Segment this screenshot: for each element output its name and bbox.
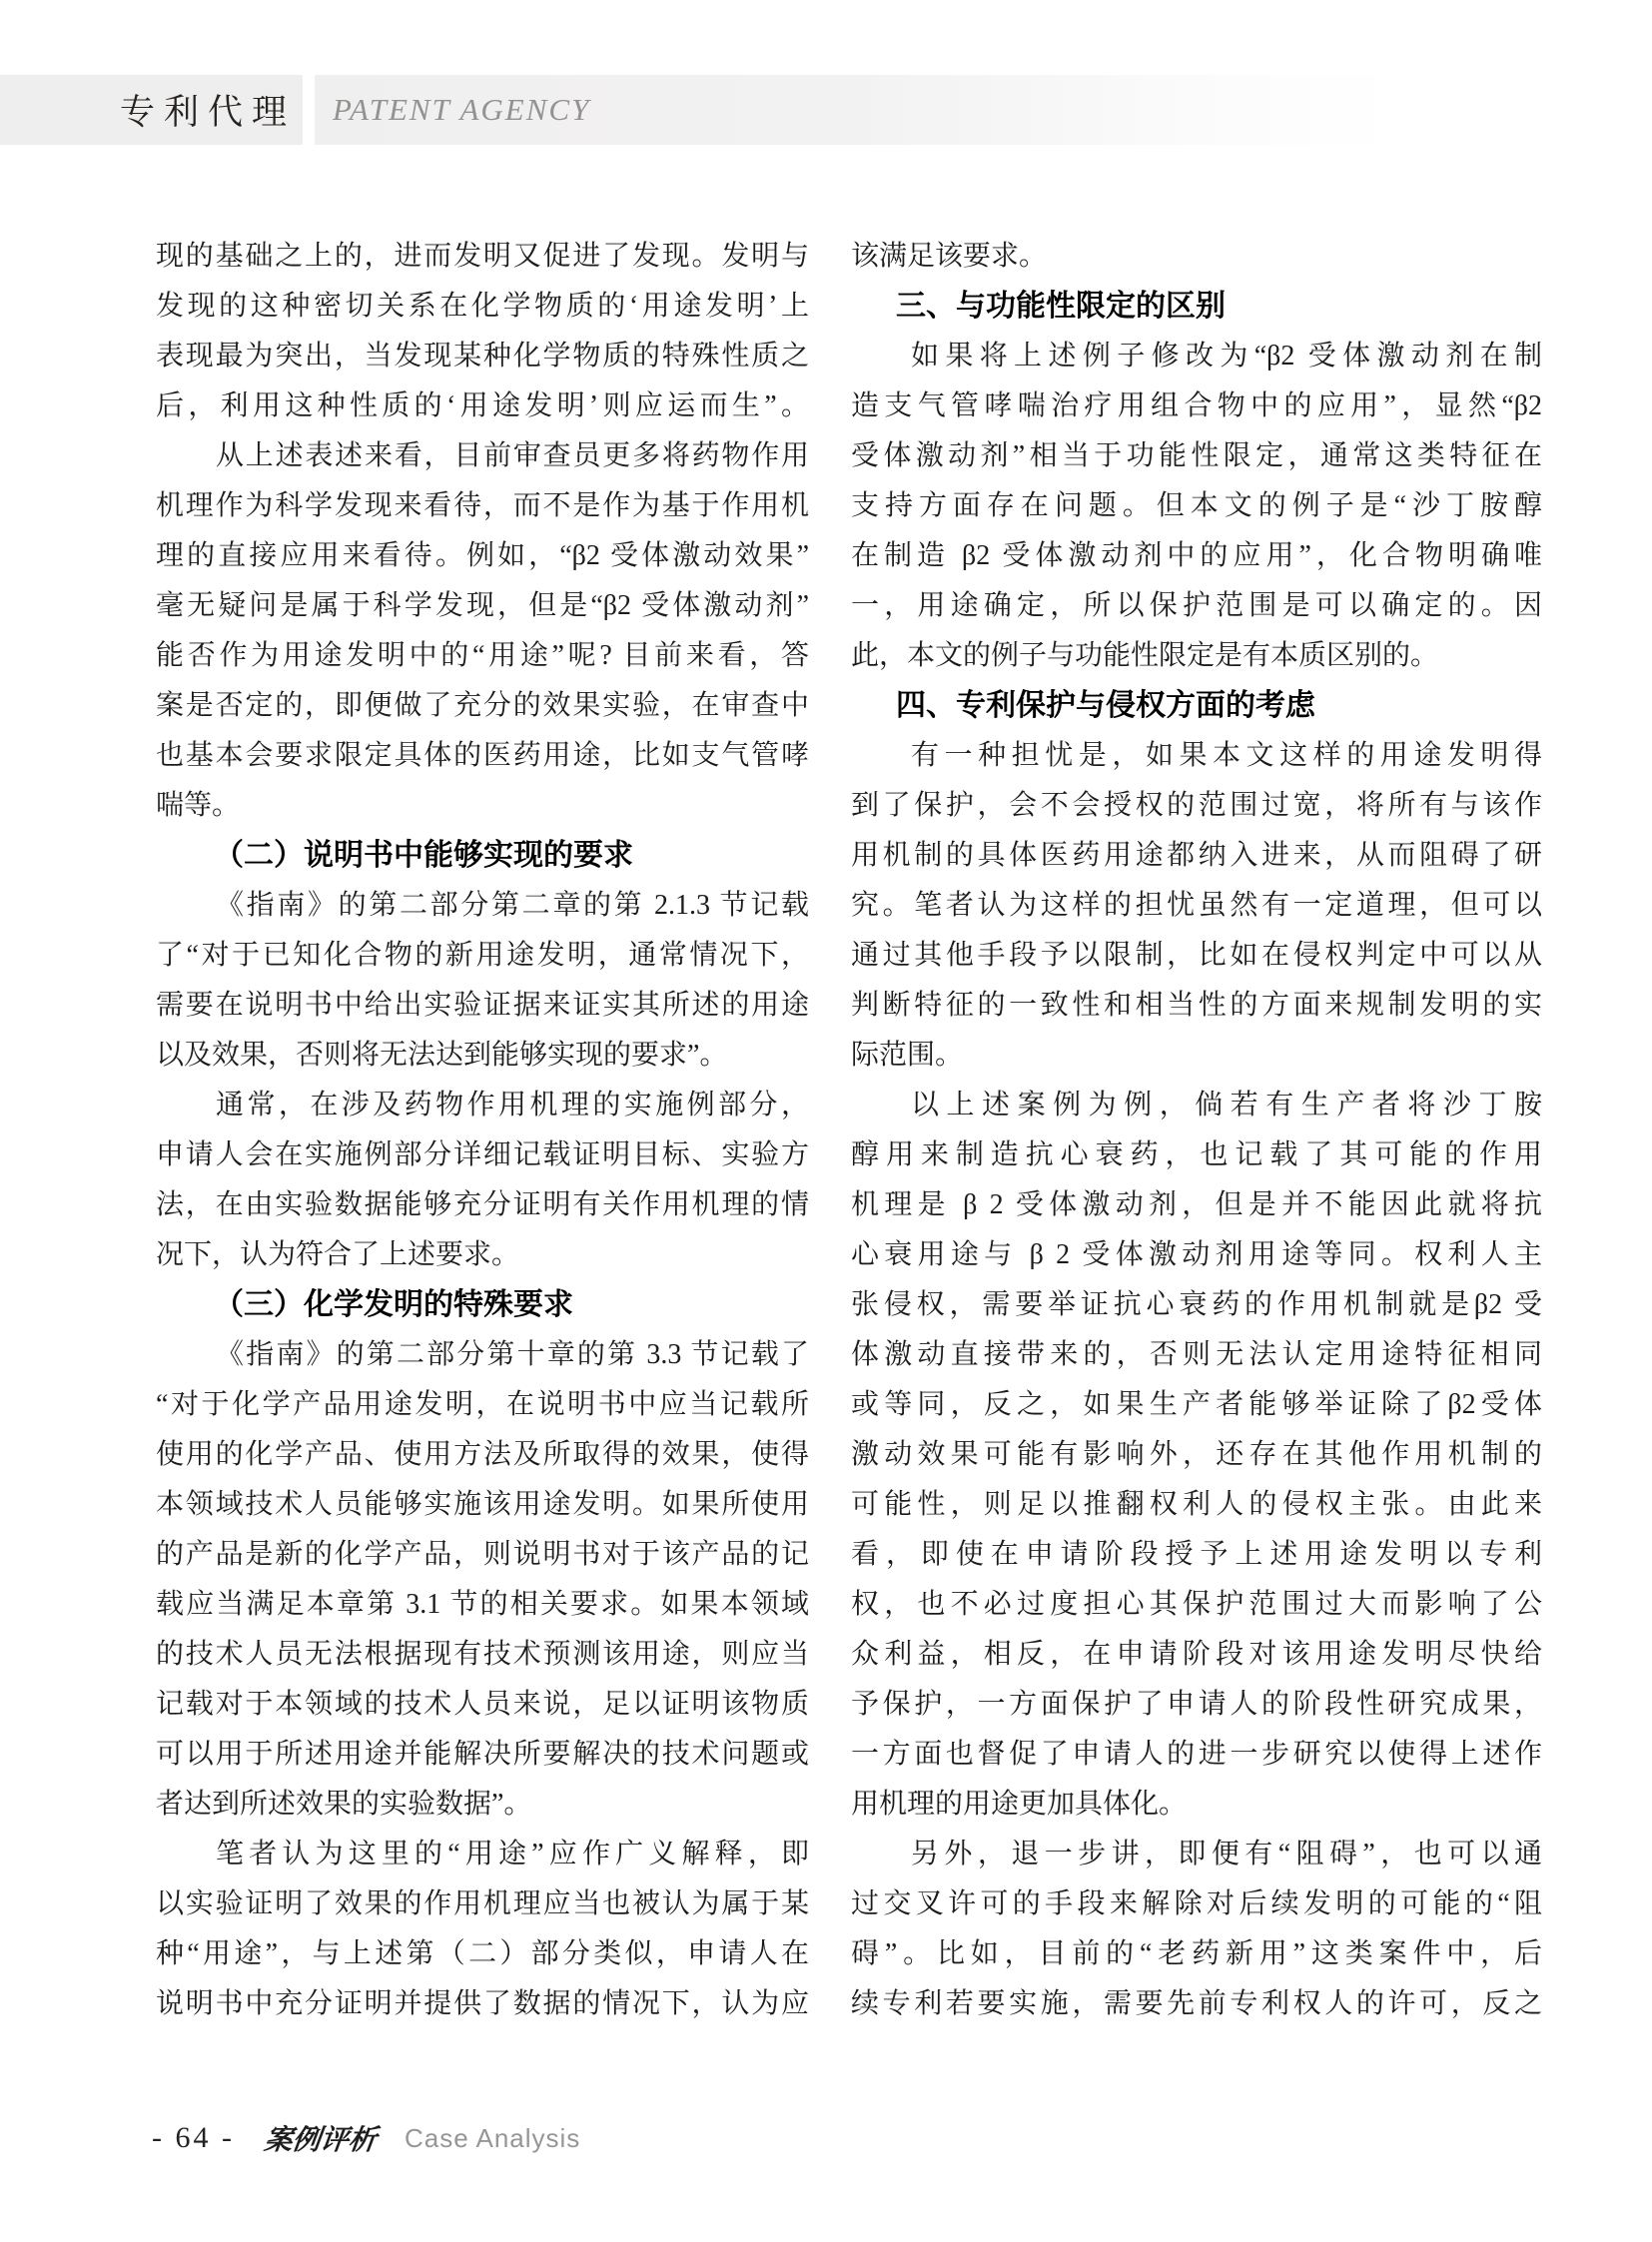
text-line: 以实验证明了效果的作用机理应当也被认为属于某 xyxy=(156,1888,809,1919)
text-line: 在制造 β2 受体激动剂中的应用”，化合物明确唯 xyxy=(851,540,1542,571)
text-line: 本领域技术人员能够实施该用途发明。如果所使用 xyxy=(156,1489,809,1520)
text-line: 判断特征的一致性和相当性的方面来规制发明的实 xyxy=(851,990,1542,1021)
text-line: 毫无疑问是属于科学发现，但是“β2 受体激动剂” xyxy=(156,590,809,621)
text-line: 喘等。 xyxy=(156,790,241,821)
text-line: 可以用于所述用途并能解决所要解决的技术问题或 xyxy=(156,1739,809,1770)
text-line: 用机理的用途更加具体化。 xyxy=(851,1789,1188,1820)
text-line: 后，利用这种性质的‘用途发明’则应运而生”。 xyxy=(156,390,809,421)
text-line: 况下，认为符合了上述要求。 xyxy=(156,1239,520,1270)
text-line: 表现最为突出，当发现某种化学物质的特殊性质之 xyxy=(156,341,809,372)
text-line: 《指南》的第二部分第十章的第 3.3 节记载了 xyxy=(216,1339,809,1370)
text-line: 支持方面存在问题。但本文的例子是“沙丁胺醇 xyxy=(851,490,1542,521)
text-line: 权，也不必过度担心其保护范围过大而影响了公 xyxy=(851,1589,1542,1620)
text-line: 机理是 β 2 受体激动剂，但是并不能因此就将抗 xyxy=(851,1189,1542,1220)
page-number: - 64 - xyxy=(152,2121,235,2154)
text-line: 过交叉许可的手段来解除对后续发明的可能的“阻 xyxy=(851,1888,1542,1919)
text-line: 理的直接应用来看待。例如，“β2 受体激动效果” xyxy=(156,540,809,571)
text-line: 该满足该要求。 xyxy=(851,241,1048,272)
journal-section-title-cn: 专利代理 xyxy=(119,93,296,132)
text-line: 众利益，相反，在申请阶段对该用途发明尽快给 xyxy=(851,1639,1542,1670)
text-line: 也基本会要求限定具体的医药用途，比如支气管哮 xyxy=(156,740,809,771)
text-line: 需要在说明书中给出实验证据来证实其所述的用途 xyxy=(156,990,809,1021)
text-line: 予保护，一方面保护了申请人的阶段性研究成果， xyxy=(851,1689,1542,1720)
text-line: 以上述案例为例，倘若有生产者将沙丁胺 xyxy=(911,1090,1542,1121)
text-line: 碍”。比如，目前的“老药新用”这类案件中，后 xyxy=(851,1938,1542,1969)
text-line: 机理作为科学发现来看待，而不是作为基于作用机 xyxy=(156,490,809,521)
text-line: 有一种担忧是，如果本文这样的用途发明得 xyxy=(911,740,1542,771)
text-line: 醇用来制造抗心衰药，也记载了其可能的作用 xyxy=(851,1139,1542,1170)
text-line: 发现的这种密切关系在化学物质的‘用途发明’上 xyxy=(156,291,809,322)
text-line: 一，用途确定，所以保护范围是可以确定的。因 xyxy=(851,590,1542,621)
text-line: 法，在由实验数据能够充分证明有关作用机理的情 xyxy=(156,1189,809,1220)
text-line: 以及效果，否则将无法达到能够实现的要求”。 xyxy=(156,1040,728,1071)
text-line: 此，本文的例子与功能性限定是有本质区别的。 xyxy=(851,640,1439,671)
section-heading: （二）说明书中能够实现的要求 xyxy=(214,839,633,872)
text-line: 一方面也督促了申请人的进一步研究以使得上述作 xyxy=(851,1739,1542,1770)
text-line: 如果将上述例子修改为“β2 受体激动剂在制 xyxy=(911,341,1542,372)
header-band-cn xyxy=(0,75,303,145)
text-line: 张侵权，需要举证抗心衰药的作用机制就是β2 受 xyxy=(851,1289,1542,1320)
text-line: 《指南》的第二部分第二章的第 2.1.3 节记载 xyxy=(216,890,809,921)
text-line: 通常，在涉及药物作用机理的实施例部分， xyxy=(216,1090,809,1121)
text-line: 体激动直接带来的，否则无法认定用途特征相同 xyxy=(851,1339,1542,1370)
text-line: 的技术人员无法根据现有技术预测该用途，则应当 xyxy=(156,1639,809,1670)
text-line: 案是否定的，即便做了充分的效果实验，在审查中 xyxy=(156,690,809,721)
text-line: 从上述表述来看，目前审查员更多将药物作用 xyxy=(216,440,809,471)
text-line: 或等同，反之，如果生产者能够举证除了β2受体 xyxy=(851,1389,1542,1420)
text-line: 现的基础之上的，进而发明又促进了发现。发明与 xyxy=(156,241,809,272)
text-line: 续专利若要实施，需要先前专利权人的许可，反之 xyxy=(851,1988,1542,2019)
text-line: 受体激动剂”相当于功能性限定，通常这类特征在 xyxy=(851,440,1542,471)
text-line: 使用的化学产品、使用方法及所取得的效果，使得 xyxy=(156,1439,809,1470)
text-line: 记载对于本领域的技术人员来说，足以证明该物质 xyxy=(156,1689,809,1720)
journal-section-title-en: PATENT AGENCY xyxy=(333,92,591,127)
footer-section-title-en: Case Analysis xyxy=(405,2122,581,2153)
text-line: 可能性，则足以推翻权利人的侵权主张。由此来 xyxy=(851,1489,1542,1520)
text-line: 申请人会在实施例部分详细记载证明目标、实验方 xyxy=(156,1139,809,1170)
text-line: 造支气管哮喘治疗用组合物中的应用”，显然“β2 xyxy=(851,390,1542,421)
text-line: 看，即使在申请阶段授予上述用途发明以专利 xyxy=(851,1539,1542,1570)
text-line: 另外，退一步讲，即便有“阻碍”，也可以通 xyxy=(911,1839,1542,1869)
text-line: 说明书中充分证明并提供了数据的情况下，认为应 xyxy=(156,1988,809,2019)
page-footer xyxy=(152,2115,580,2161)
section-heading: 三、与功能性限定的区别 xyxy=(896,290,1226,323)
text-line: 者达到所述效果的实验数据”。 xyxy=(156,1789,532,1820)
header-band-en xyxy=(315,75,1398,145)
text-line: 载应当满足本章第 3.1 节的相关要求。如果本领域 xyxy=(156,1589,809,1620)
text-line: 了“对于已知化合物的新用途发明，通常情况下， xyxy=(156,940,809,971)
text-line: 种“用途”，与上述第（二）部分类似，申请人在 xyxy=(156,1938,809,1969)
text-line: 通过其他手段予以限制，比如在侵权判定中可以从 xyxy=(851,940,1542,971)
text-line: 究。笔者认为这样的担忧虽然有一定道理，但可以 xyxy=(851,890,1542,921)
section-heading: （三）化学发明的特殊要求 xyxy=(214,1288,573,1321)
footer-section-title-cn: 案例评析 xyxy=(262,2125,379,2156)
text-line: 心衰用途与 β 2 受体激动剂用途等同。权利人主 xyxy=(851,1239,1542,1270)
text-line: 的产品是新的化学产品，则说明书对于该产品的记 xyxy=(156,1539,809,1570)
text-line: “对于化学产品用途发明，在说明书中应当记载所 xyxy=(156,1389,809,1420)
text-line: 笔者认为这里的“用途”应作广义解释，即 xyxy=(216,1839,809,1869)
text-line: 到了保护，会不会授权的范围过宽，将所有与该作 xyxy=(851,790,1542,821)
left-text-column xyxy=(156,232,809,2029)
section-heading: 四、专利保护与侵权方面的考虑 xyxy=(896,689,1315,722)
text-line: 际范围。 xyxy=(851,1040,964,1071)
right-text-column xyxy=(851,232,1542,2029)
text-line: 激动效果可能有影响外，还存在其他作用机制的 xyxy=(851,1439,1542,1470)
text-line: 用机制的具体医药用途都纳入进来，从而阻碍了研 xyxy=(851,840,1542,871)
text-line: 能否作为用途发明中的“用途”呢? 目前来看，答 xyxy=(156,640,809,671)
